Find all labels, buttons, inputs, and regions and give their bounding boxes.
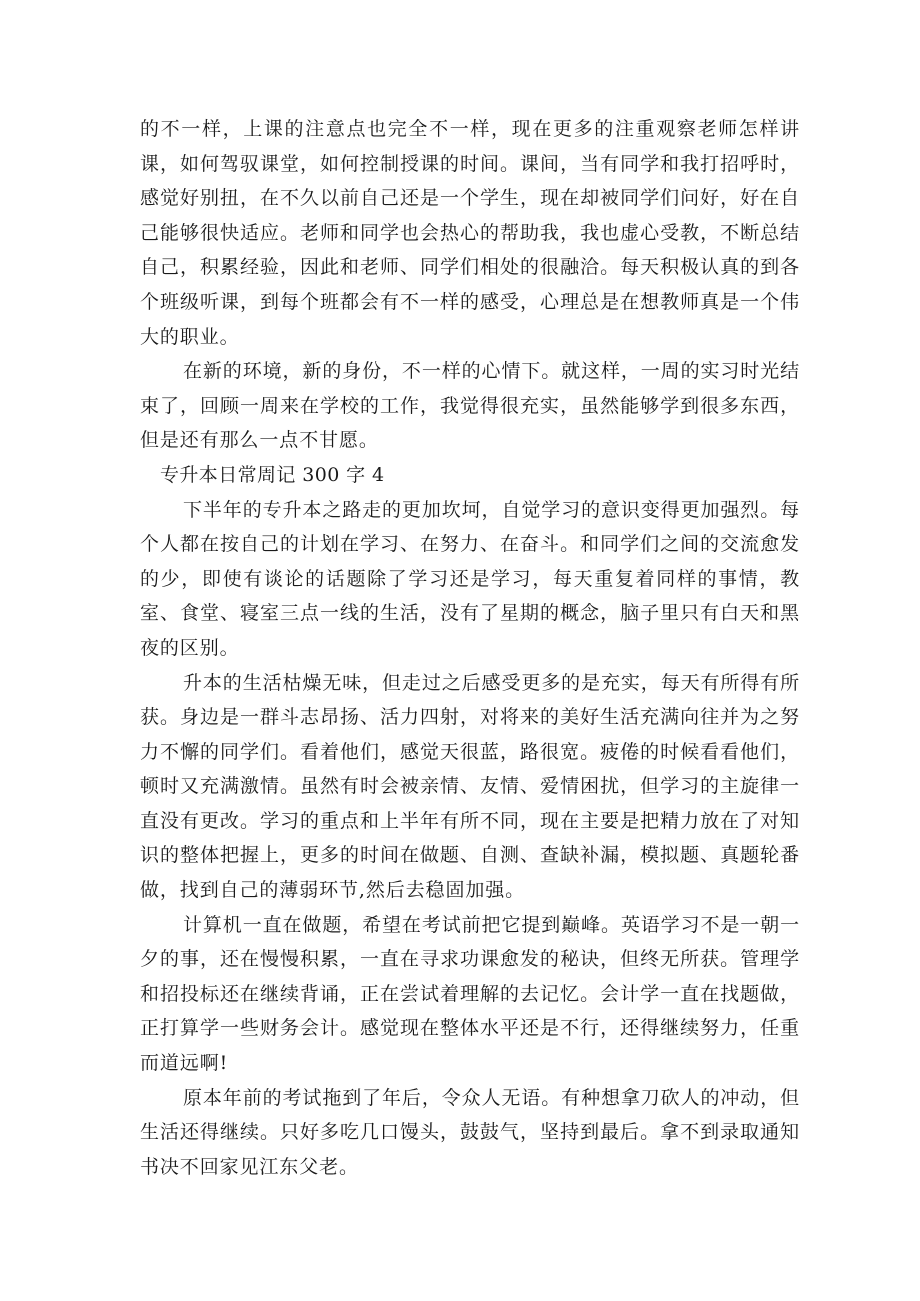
paragraph: 在新的环境，新的身份，不一样的心情下。就这样，一周的实习时光结束了，回顾一周来在学校的工作，我觉得很充实，虽然能够学到很多东西，但是还有那么一点不甘愿。 (140, 360, 800, 452)
paragraph: 下半年的专升本之路走的更加坎坷，自觉学习的意识变得更加强烈。每个人都在按自己的计划在学习、在努力、在奋斗。和同学们之间的交流愈发的少，即使有谈论的话题除了学习还是学习，每天重复着同样的事情，教室、食堂、寝室三点一线的生活，没有了星期的概念，脑子里只有白天和黑夜的区别。 (140, 498, 800, 659)
paragraph: 原本年前的考试拖到了年后，令众人无语。有种想拿刀砍人的冲动，但生活还得继续。只好多吃几口馒头，鼓鼓气，坚持到最后。拿不到录取通知书决不回家见江东父老。 (140, 1086, 800, 1178)
paragraph: 升本的生活枯燥无味，但走过之后感受更多的是充实，每天有所得有所获。身边是一群斗志昂扬、活力四射，对将来的美好生活充满向往并为之努力不懈的同学们。看着他们，感觉天很蓝，路很宽。疲倦的时候看看他们，顿时又充满激情。虽然有时会被亲情、友情、爱情困扰，但学习的主旋律一直没有更改。学习的重点和上半年有所不同，现在主要是把精力放在了对知识的整体把握上，更多的时间在做题、自测、查缺补漏，模拟题、真题轮番做，找到自己的薄弱环节,然后去稳固加强。 (140, 671, 800, 902)
paragraph: 计算机一直在做题，希望在考试前把它提到巅峰。英语学习不是一朝一夕的事，还在慢慢积累，一直在寻求功课愈发的秘诀，但终无所获。管理学和招投标还在继续背诵，正在尝试着理解的去记忆。会计学一直在找题做，正打算学一些财务会计。感觉现在整体水平还是不行，还得继续努力，任重而道远啊! (140, 913, 800, 1075)
document-body (140, 112, 800, 1184)
section-heading: 专升本日常周记 300 字 4 (160, 463, 385, 486)
paragraph-continuation: 的不一样，上课的注意点也完全不一样，现在更多的注重观察老师怎样讲课，如何驾驭课堂，如何控制授课的时间。课间，当有同学和我打招呼时，感觉好别扭，在不久以前自己还是一个学生，现在却被同学们问好，好在自己能够很快适应。老师和同学也会热心的帮助我，我也虚心受教，不断总结自己，积累经验，因此和老师、同学们相处的很融洽。每天积极认真的到各个班级听课，到每个班都会有不一样的感受，心理总是在想教师真是一个伟大的职业。 (140, 118, 800, 348)
